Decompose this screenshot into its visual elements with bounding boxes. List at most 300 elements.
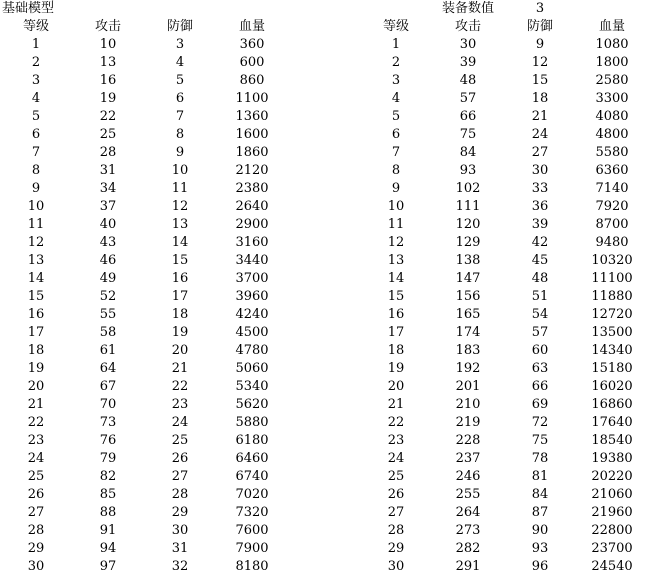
attack-cell: 88 — [99, 505, 117, 520]
attack-cell: 255 — [455, 487, 481, 502]
level-cell: 27 — [387, 505, 405, 520]
level-cell: 21 — [387, 397, 405, 412]
hp-cell: 3960 — [235, 289, 269, 304]
hp-cell: 1080 — [595, 37, 629, 52]
table-row — [360, 558, 648, 576]
attack-cell: 282 — [455, 541, 481, 556]
hp-cell: 14340 — [591, 343, 633, 358]
defense-cell: 8 — [175, 127, 185, 142]
attack-cell: 67 — [99, 379, 117, 394]
defense-cell: 84 — [531, 487, 549, 502]
hp-cell: 5580 — [595, 145, 629, 160]
table-row — [0, 450, 288, 468]
attack-cell: 37 — [99, 199, 117, 214]
level-cell: 20 — [387, 379, 405, 394]
table-row — [0, 540, 288, 558]
table-row — [360, 198, 648, 216]
equipment-title-spacer — [360, 0, 432, 18]
attack-cell: 219 — [455, 415, 481, 430]
attack-cell: 76 — [99, 433, 117, 448]
level-cell: 30 — [387, 559, 405, 574]
defense-cell: 27 — [531, 145, 549, 160]
hp-cell: 4800 — [595, 127, 629, 142]
level-cell: 22 — [27, 415, 45, 430]
defense-cell: 75 — [531, 433, 549, 448]
level-cell: 29 — [387, 541, 405, 556]
level-cell: 20 — [27, 379, 45, 394]
attack-cell: 39 — [459, 55, 477, 70]
hp-cell: 9480 — [595, 235, 629, 250]
attack-cell: 34 — [99, 181, 117, 196]
base-model-header-row — [0, 18, 288, 36]
table-row — [0, 558, 288, 576]
level-cell: 13 — [387, 253, 405, 268]
table-row — [0, 396, 288, 414]
equipment-column-header-defense: 防御 — [526, 19, 553, 34]
defense-cell: 10 — [171, 163, 189, 178]
hp-cell: 1860 — [235, 145, 269, 160]
hp-cell: 5060 — [235, 361, 269, 376]
table-row — [360, 306, 648, 324]
attack-cell: 102 — [455, 181, 481, 196]
table-row — [0, 72, 288, 90]
defense-cell: 30 — [531, 163, 549, 178]
table-row — [360, 72, 648, 90]
attack-cell: 28 — [99, 145, 117, 160]
defense-cell: 24 — [531, 127, 549, 142]
defense-cell: 90 — [531, 523, 549, 538]
level-cell: 23 — [387, 433, 405, 448]
level-cell: 29 — [27, 541, 45, 556]
level-cell: 4 — [391, 91, 401, 106]
attack-cell: 147 — [455, 271, 481, 286]
defense-cell: 33 — [531, 181, 549, 196]
attack-cell: 138 — [455, 253, 481, 268]
defense-cell: 69 — [531, 397, 549, 412]
level-cell: 25 — [27, 469, 45, 484]
attack-cell: 94 — [99, 541, 117, 556]
hp-cell: 17640 — [591, 415, 633, 430]
table-row — [0, 144, 288, 162]
base-column-header-attack: 攻击 — [94, 19, 121, 34]
table-row — [360, 144, 648, 162]
table-row — [0, 342, 288, 360]
table-row — [0, 180, 288, 198]
defense-cell: 4 — [175, 55, 185, 70]
table-row — [0, 324, 288, 342]
hp-cell: 24540 — [591, 559, 633, 574]
hp-cell: 21960 — [591, 505, 633, 520]
hp-cell: 860 — [239, 73, 265, 88]
equipment-column-header-attack: 攻击 — [454, 19, 481, 34]
table-row — [360, 90, 648, 108]
defense-cell: 31 — [171, 541, 189, 556]
defense-cell: 13 — [171, 217, 189, 232]
table-row — [360, 468, 648, 486]
attack-cell: 273 — [455, 523, 481, 538]
level-cell: 15 — [387, 289, 405, 304]
hp-cell: 21060 — [591, 487, 633, 502]
defense-cell: 12 — [531, 55, 549, 70]
defense-cell: 17 — [171, 289, 189, 304]
attack-cell: 75 — [459, 127, 477, 142]
hp-cell: 11880 — [591, 289, 633, 304]
defense-cell: 78 — [531, 451, 549, 466]
hp-cell: 11100 — [591, 271, 633, 286]
defense-cell: 87 — [531, 505, 549, 520]
attack-cell: 66 — [459, 109, 477, 124]
hp-cell: 18540 — [591, 433, 633, 448]
table-row — [360, 522, 648, 540]
hp-cell: 8700 — [595, 217, 629, 232]
table-row — [360, 378, 648, 396]
table-row — [0, 432, 288, 450]
level-cell: 8 — [31, 163, 41, 178]
table-row — [360, 288, 648, 306]
level-cell: 30 — [27, 559, 45, 574]
base-model-table — [0, 0, 288, 576]
table-row — [360, 450, 648, 468]
defense-cell: 28 — [171, 487, 189, 502]
hp-cell: 10320 — [591, 253, 633, 268]
hp-cell: 1600 — [235, 127, 269, 142]
level-cell: 14 — [387, 271, 405, 286]
base-column-header-hp: 血量 — [239, 19, 266, 34]
defense-cell: 6 — [175, 91, 185, 106]
equipment-values-table — [360, 0, 648, 576]
attack-cell: 120 — [455, 217, 481, 232]
equipment-column-header-hp: 血量 — [598, 19, 625, 34]
attack-cell: 156 — [455, 289, 481, 304]
equipment-multiplier-value: 3 — [535, 1, 545, 16]
base-column-header-defense: 防御 — [166, 19, 193, 34]
level-cell: 21 — [27, 397, 45, 412]
defense-cell: 5 — [175, 73, 185, 88]
hp-cell: 3300 — [595, 91, 629, 106]
table-row — [0, 486, 288, 504]
hp-cell: 2900 — [235, 217, 269, 232]
level-cell: 19 — [387, 361, 405, 376]
hp-cell: 5340 — [235, 379, 269, 394]
table-row — [360, 180, 648, 198]
defense-cell: 29 — [171, 505, 189, 520]
hp-cell: 4500 — [235, 325, 269, 340]
attack-cell: 58 — [99, 325, 117, 340]
level-cell: 16 — [387, 307, 405, 322]
defense-cell: 24 — [171, 415, 189, 430]
defense-cell: 22 — [171, 379, 189, 394]
level-cell: 19 — [27, 361, 45, 376]
table-row — [0, 414, 288, 432]
hp-cell: 12720 — [591, 307, 633, 322]
hp-cell: 22800 — [591, 523, 633, 538]
attack-cell: 79 — [99, 451, 117, 466]
table-row — [360, 270, 648, 288]
hp-cell: 23700 — [591, 541, 633, 556]
level-cell: 25 — [387, 469, 405, 484]
table-row — [0, 522, 288, 540]
attack-cell: 85 — [99, 487, 117, 502]
level-cell: 16 — [27, 307, 45, 322]
hp-cell: 7920 — [595, 199, 629, 214]
table-row — [360, 234, 648, 252]
table-row — [0, 108, 288, 126]
level-cell: 24 — [387, 451, 405, 466]
level-cell: 9 — [391, 181, 401, 196]
level-cell: 12 — [27, 235, 45, 250]
table-row — [360, 432, 648, 450]
hp-cell: 2120 — [235, 163, 269, 178]
table-row — [0, 252, 288, 270]
attack-cell: 48 — [459, 73, 477, 88]
level-cell: 7 — [31, 145, 41, 160]
attack-cell: 64 — [99, 361, 117, 376]
table-row — [360, 54, 648, 72]
hp-cell: 8180 — [235, 559, 269, 574]
defense-cell: 21 — [171, 361, 189, 376]
hp-cell: 4780 — [235, 343, 269, 358]
hp-cell: 2580 — [595, 73, 629, 88]
attack-cell: 16 — [99, 73, 117, 88]
attack-cell: 84 — [459, 145, 477, 160]
hp-cell: 7600 — [235, 523, 269, 538]
attack-cell: 210 — [455, 397, 481, 412]
level-cell: 13 — [27, 253, 45, 268]
hp-cell: 16860 — [591, 397, 633, 412]
attack-cell: 246 — [455, 469, 481, 484]
attack-cell: 31 — [99, 163, 117, 178]
attack-cell: 201 — [455, 379, 481, 394]
hp-cell: 6360 — [595, 163, 629, 178]
attack-cell: 30 — [459, 37, 477, 52]
defense-cell: 20 — [171, 343, 189, 358]
attack-cell: 91 — [99, 523, 117, 538]
table-row — [0, 468, 288, 486]
level-cell: 1 — [31, 37, 41, 52]
hp-cell: 1100 — [235, 91, 269, 106]
attack-cell: 49 — [99, 271, 117, 286]
table-row — [360, 414, 648, 432]
defense-cell: 15 — [531, 73, 549, 88]
attack-cell: 174 — [455, 325, 481, 340]
table-row — [0, 360, 288, 378]
table-row — [0, 162, 288, 180]
level-cell: 22 — [387, 415, 405, 430]
attack-cell: 10 — [99, 37, 117, 52]
hp-cell: 13500 — [591, 325, 633, 340]
equipment-table-title: 装备数值 — [441, 1, 494, 16]
defense-cell: 60 — [531, 343, 549, 358]
defense-cell: 9 — [175, 145, 185, 160]
defense-cell: 16 — [171, 271, 189, 286]
table-row — [360, 36, 648, 54]
level-cell: 18 — [387, 343, 405, 358]
level-cell: 24 — [27, 451, 45, 466]
defense-cell: 51 — [531, 289, 549, 304]
defense-cell: 48 — [531, 271, 549, 286]
equipment-title-spacer — [576, 0, 648, 18]
defense-cell: 18 — [531, 91, 549, 106]
level-cell: 26 — [27, 487, 45, 502]
level-cell: 3 — [391, 73, 401, 88]
table-row — [0, 504, 288, 522]
defense-cell: 30 — [171, 523, 189, 538]
hp-cell: 2640 — [235, 199, 269, 214]
table-row — [360, 342, 648, 360]
base-model-title: 基础模型 — [2, 1, 55, 16]
level-cell: 28 — [387, 523, 405, 538]
level-cell: 9 — [31, 181, 41, 196]
table-row — [0, 306, 288, 324]
level-cell: 8 — [391, 163, 401, 178]
attack-cell: 82 — [99, 469, 117, 484]
attack-cell: 19 — [99, 91, 117, 106]
table-row — [0, 378, 288, 396]
attack-cell: 43 — [99, 235, 117, 250]
level-cell: 7 — [391, 145, 401, 160]
attack-cell: 13 — [99, 55, 117, 70]
hp-cell: 1800 — [595, 55, 629, 70]
defense-cell: 32 — [171, 559, 189, 574]
level-cell: 10 — [387, 199, 405, 214]
attack-cell: 129 — [455, 235, 481, 250]
table-row — [360, 126, 648, 144]
hp-cell: 5620 — [235, 397, 269, 412]
level-cell: 23 — [27, 433, 45, 448]
table-row — [360, 396, 648, 414]
attack-cell: 70 — [99, 397, 117, 412]
hp-cell: 6460 — [235, 451, 269, 466]
level-cell: 10 — [27, 199, 45, 214]
table-row — [360, 162, 648, 180]
attack-cell: 22 — [99, 109, 117, 124]
hp-cell: 7020 — [235, 487, 269, 502]
attack-cell: 46 — [99, 253, 117, 268]
defense-cell: 96 — [531, 559, 549, 574]
attack-cell: 40 — [99, 217, 117, 232]
table-row — [0, 216, 288, 234]
table-row — [0, 54, 288, 72]
attack-cell: 93 — [459, 163, 477, 178]
hp-cell: 20220 — [591, 469, 633, 484]
hp-cell: 16020 — [591, 379, 633, 394]
hp-cell: 600 — [239, 55, 265, 70]
table-row — [0, 270, 288, 288]
defense-cell: 12 — [171, 199, 189, 214]
hp-cell: 6740 — [235, 469, 269, 484]
table-row — [360, 216, 648, 234]
table-row — [360, 360, 648, 378]
table-row — [360, 486, 648, 504]
level-cell: 28 — [27, 523, 45, 538]
hp-cell: 15180 — [591, 361, 633, 376]
attack-cell: 57 — [459, 91, 477, 106]
level-cell: 12 — [387, 235, 405, 250]
level-cell: 6 — [31, 127, 41, 142]
hp-cell: 360 — [239, 37, 265, 52]
table-row — [0, 126, 288, 144]
attack-cell: 25 — [99, 127, 117, 142]
defense-cell: 15 — [171, 253, 189, 268]
hp-cell: 2380 — [235, 181, 269, 196]
defense-cell: 23 — [171, 397, 189, 412]
level-cell: 26 — [387, 487, 405, 502]
hp-cell: 4080 — [595, 109, 629, 124]
hp-cell: 7320 — [235, 505, 269, 520]
defense-cell: 36 — [531, 199, 549, 214]
level-cell: 2 — [391, 55, 401, 70]
level-cell: 1 — [391, 37, 401, 52]
base-model-title-row — [0, 0, 288, 18]
table-row — [360, 540, 648, 558]
defense-cell: 81 — [531, 469, 549, 484]
table-row — [360, 108, 648, 126]
table-row — [360, 504, 648, 522]
level-cell: 15 — [27, 289, 45, 304]
defense-cell: 66 — [531, 379, 549, 394]
level-cell: 2 — [31, 55, 41, 70]
defense-cell: 7 — [175, 109, 185, 124]
level-cell: 17 — [387, 325, 405, 340]
defense-cell: 21 — [531, 109, 549, 124]
defense-cell: 54 — [531, 307, 549, 322]
attack-cell: 73 — [99, 415, 117, 430]
attack-cell: 52 — [99, 289, 117, 304]
attack-cell: 55 — [99, 307, 117, 322]
defense-cell: 18 — [171, 307, 189, 322]
defense-cell: 19 — [171, 325, 189, 340]
base-column-header-level: 等级 — [22, 19, 49, 34]
hp-cell: 3440 — [235, 253, 269, 268]
level-cell: 11 — [387, 217, 405, 232]
level-cell: 14 — [27, 271, 45, 286]
attack-cell: 97 — [99, 559, 117, 574]
level-cell: 27 — [27, 505, 45, 520]
equipment-header-row — [360, 18, 648, 36]
level-cell: 5 — [31, 109, 41, 124]
hp-cell: 1360 — [235, 109, 269, 124]
defense-cell: 57 — [531, 325, 549, 340]
level-cell: 6 — [391, 127, 401, 142]
defense-cell: 93 — [531, 541, 549, 556]
attack-cell: 228 — [455, 433, 481, 448]
table-row — [360, 324, 648, 342]
attack-cell: 264 — [455, 505, 481, 520]
attack-cell: 165 — [455, 307, 481, 322]
defense-cell: 39 — [531, 217, 549, 232]
level-cell: 17 — [27, 325, 45, 340]
hp-cell: 6180 — [235, 433, 269, 448]
defense-cell: 27 — [171, 469, 189, 484]
attack-cell: 192 — [455, 361, 481, 376]
defense-cell: 3 — [175, 37, 185, 52]
defense-cell: 72 — [531, 415, 549, 430]
level-cell: 18 — [27, 343, 45, 358]
hp-cell: 3700 — [235, 271, 269, 286]
hp-cell: 3160 — [235, 235, 269, 250]
table-row — [0, 36, 288, 54]
defense-cell: 11 — [171, 181, 189, 196]
defense-cell: 26 — [171, 451, 189, 466]
attack-cell: 111 — [455, 199, 481, 214]
table-row — [0, 90, 288, 108]
defense-cell: 9 — [535, 37, 545, 52]
level-cell: 11 — [27, 217, 45, 232]
table-row — [360, 252, 648, 270]
table-row — [0, 234, 288, 252]
table-row — [0, 288, 288, 306]
hp-cell: 4240 — [235, 307, 269, 322]
